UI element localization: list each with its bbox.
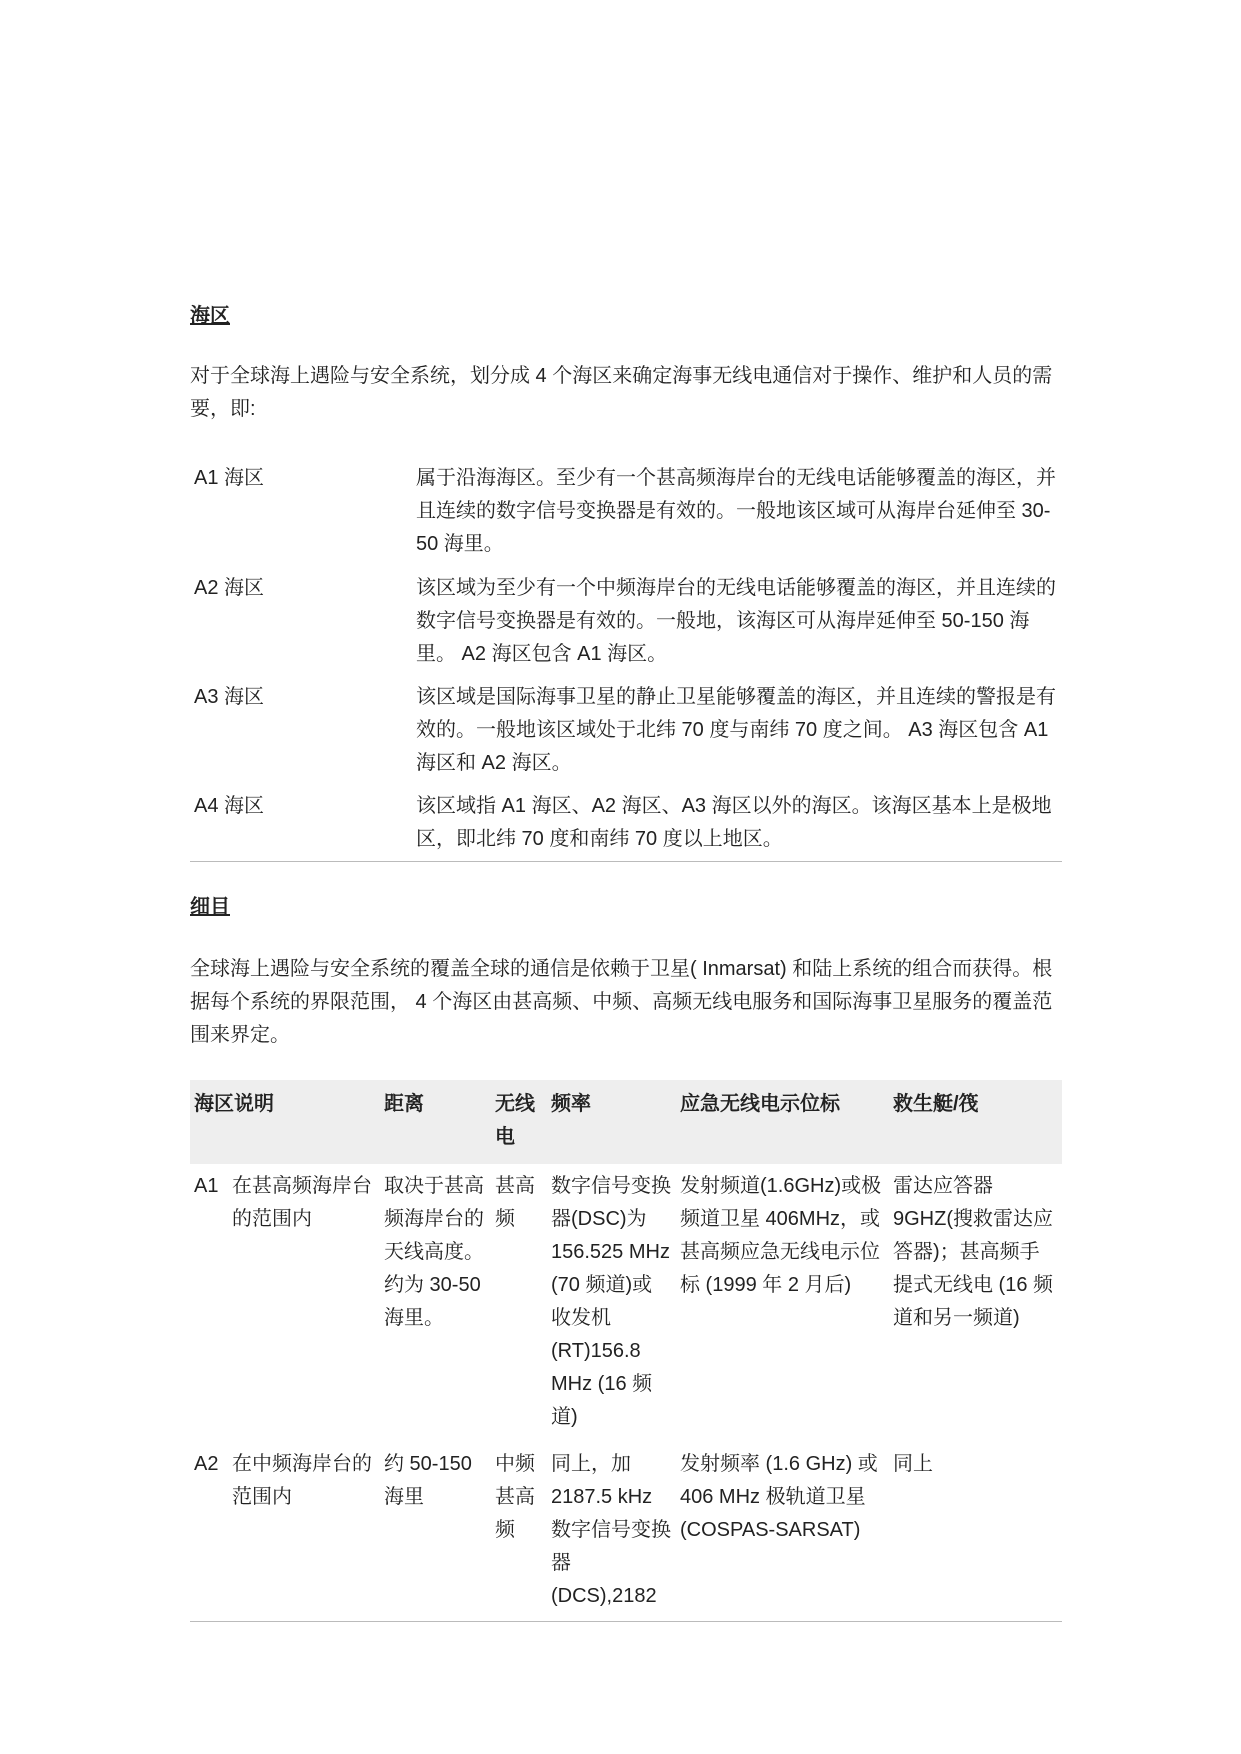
cell-epirb: 发射频率 (1.6 GHz) 或 406 MHz 极轨道卫星 (COSPAS-SARSAT) <box>680 1453 878 1541</box>
details-intro: 全球海上遇险与安全系统的覆盖全球的通信是依赖于卫星( Inmarsat) 和陆上系统的组合而获得。根据每个系统的界限范围， 4 个海区由甚高频、中频、高频无线电服务和国际海事卫星服务的覆盖范围来界定。 <box>190 958 1053 1046</box>
cell-epirb: 发射频道(1.6GHz)或极频道卫星 406MHz，或甚高频应急无线电示位标 (1999 年 2 月后) <box>680 1175 882 1296</box>
cell-desc: 在甚高频海岸台的范围内 <box>232 1175 372 1230</box>
zone-description: 该区域为至少有一个中频海岸台的无线电话能够覆盖的海区，并且连续的数字信号变换器是有效的。一般地，该海区可从海岸延伸至 50-150 海里。 A2 海区包含 A1 海区。 <box>416 577 1056 665</box>
cell-frequency: 同上，加 2187.5 kHz 数字信号变换器 (DCS),2182 <box>551 1453 671 1607</box>
zone-row-a1 <box>190 462 1062 561</box>
cell-frequency: 数字信号变换器(DSC)为 156.525 MHz (70 频道)或收发机(RT)156.8 MHz (16 频道) <box>551 1175 671 1428</box>
cell-radio: 中频甚高频 <box>495 1453 535 1541</box>
header-area-desc: 海区说明 <box>190 1080 380 1164</box>
cell-desc: 在中频海岸台的范围内 <box>232 1453 372 1508</box>
divider <box>190 861 1062 862</box>
zone-description: 该区域是国际海事卫星的静止卫星能够覆盖的海区，并且连续的警报是有效的。一般地该区域处于北纬 70 度与南纬 70 度之间。 A3 海区包含 A1 海区和 A2 海区。 <box>416 686 1056 774</box>
zone-label: A1 海区 <box>194 467 265 489</box>
header-frequency: 频率 <box>547 1080 676 1164</box>
zone-description: 该区域指 A1 海区、A2 海区、A3 海区以外的海区。该海区基本上是极地区，即北纬 70 度和南纬 70 度以上地区。 <box>416 795 1052 850</box>
section-heading-sea-areas: 海区 <box>190 305 230 327</box>
header-radio: 无线电 <box>491 1080 547 1164</box>
cell-distance: 取决于甚高频海岸台的天线高度。约为 30-50 海里。 <box>384 1175 484 1329</box>
zone-label: A3 海区 <box>194 686 265 708</box>
cell-id: A2 <box>194 1453 219 1475</box>
zone-row-a3 <box>190 681 1062 780</box>
header-survival-craft: 救生艇/筏 <box>889 1080 1062 1164</box>
cell-survival: 雷达应答器 9GHZ(搜救雷达应答器)；甚高频手提式无线电 (16 频道和另一频道) <box>893 1175 1054 1329</box>
cell-survival: 同上 <box>893 1453 933 1475</box>
zone-row-a4 <box>190 790 1062 856</box>
table-row <box>190 1442 1062 1622</box>
zone-label: A4 海区 <box>194 795 265 817</box>
header-epirb: 应急无线电示位标 <box>676 1080 889 1164</box>
zone-description: 属于沿海海区。至少有一个甚高频海岸台的无线电话能够覆盖的海区，并且连续的数字信号变换器是有效的。一般地该区域可从海岸台延伸至 30-50 海里。 <box>416 467 1056 555</box>
table-row <box>190 1164 1062 1442</box>
header-distance: 距离 <box>380 1080 491 1164</box>
cell-distance: 约 50-150 海里 <box>384 1453 472 1508</box>
sea-areas-intro: 对于全球海上遇险与安全系统，划分成 4 个海区来确定海事无线电通信对于操作、维护和人员的需要，即: <box>190 365 1053 420</box>
zone-row-a2 <box>190 572 1062 671</box>
zone-label: A2 海区 <box>194 577 265 599</box>
sea-area-table <box>190 1080 1062 1622</box>
cell-radio: 甚高频 <box>495 1175 535 1230</box>
section-heading-details: 细目 <box>190 896 230 918</box>
cell-id: A1 <box>194 1175 219 1197</box>
table-header-row <box>190 1080 1062 1164</box>
